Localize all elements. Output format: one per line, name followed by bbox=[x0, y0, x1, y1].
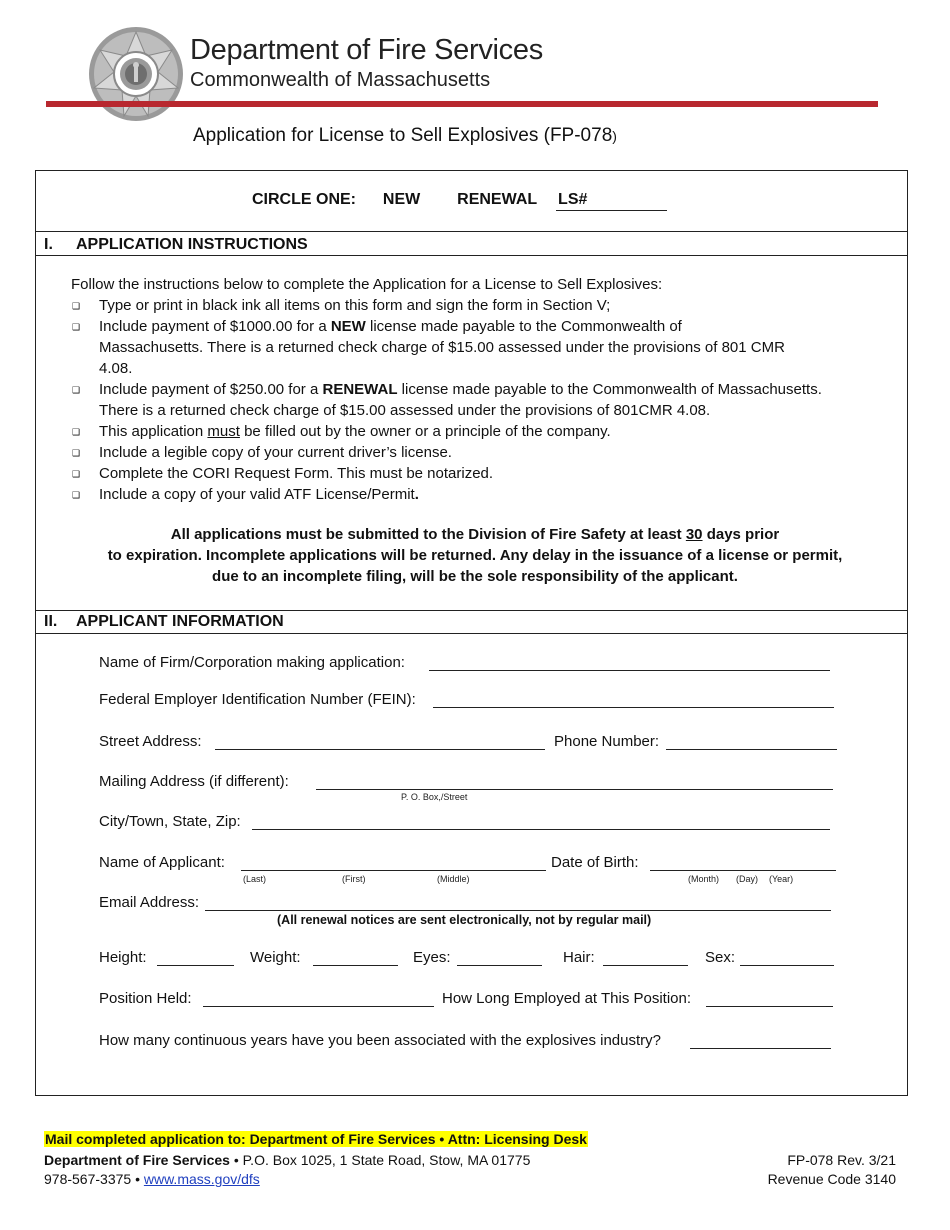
revenue-code: Revenue Code 3140 bbox=[767, 1171, 896, 1187]
divider bbox=[35, 610, 908, 611]
mailing-label: Mailing Address (if different): bbox=[99, 773, 289, 790]
instruction-3-line2: There is a returned check charge of $15.00 assessed under the provisions of 801CMR 4.08. bbox=[99, 402, 711, 419]
street-field[interactable] bbox=[215, 749, 545, 750]
header-red-rule bbox=[46, 101, 878, 107]
form-revision: FP-078 Rev. 3/21 bbox=[787, 1152, 896, 1168]
city-field[interactable] bbox=[252, 829, 830, 830]
dob-field[interactable] bbox=[650, 870, 836, 871]
dfs-website-link[interactable]: www.mass.gov/dfs bbox=[143, 1171, 260, 1187]
option-new[interactable]: NEW bbox=[382, 191, 421, 208]
instruction-6: Complete the CORI Request Form. This must be notarized. bbox=[99, 465, 494, 482]
eyes-field[interactable] bbox=[457, 965, 542, 966]
checkbox-bullet-icon: ❑ bbox=[72, 322, 81, 332]
submission-note-line2: to expiration. Incomplete applications will be returned. Any delay in the issuance of a license or permit, bbox=[107, 547, 843, 564]
how-long-label: How Long Employed at This Position: bbox=[442, 990, 692, 1007]
years-field[interactable] bbox=[690, 1048, 831, 1049]
first-caption: (First) bbox=[342, 874, 366, 884]
hair-field[interactable] bbox=[603, 965, 688, 966]
position-field[interactable] bbox=[203, 1006, 434, 1007]
submission-note-line3: due to an incomplete filing, will be the sole responsibility of the applicant. bbox=[212, 568, 738, 585]
divider bbox=[35, 255, 908, 256]
instructions-intro: Follow the instructions below to complete the Application for a License to Sell Explosives: bbox=[71, 276, 663, 293]
divider bbox=[35, 633, 908, 634]
dob-label: Date of Birth: bbox=[551, 854, 639, 871]
ls-number-label: LS# bbox=[558, 191, 588, 208]
dfs-seal-logo bbox=[88, 26, 184, 122]
commonwealth-name: Commonwealth of Massachusetts bbox=[190, 69, 491, 91]
firm-label: Name of Firm/Corporation making application: bbox=[99, 654, 405, 671]
year-caption: (Year) bbox=[769, 874, 794, 884]
form-title: Application for License to Sell Explosives (FP-078) bbox=[193, 125, 617, 146]
height-field[interactable] bbox=[157, 965, 234, 966]
email-field[interactable] bbox=[205, 910, 831, 911]
firm-field[interactable] bbox=[429, 670, 830, 671]
position-label: Position Held: bbox=[99, 990, 192, 1007]
checkbox-bullet-icon: ❑ bbox=[72, 490, 81, 500]
sex-field[interactable] bbox=[740, 965, 834, 966]
weight-field[interactable] bbox=[313, 965, 398, 966]
ls-number-field[interactable] bbox=[556, 210, 667, 211]
street-label: Street Address: bbox=[99, 733, 202, 750]
hair-label: Hair: bbox=[563, 949, 595, 966]
checkbox-bullet-icon: ❑ bbox=[72, 301, 81, 311]
checkbox-bullet-icon: ❑ bbox=[72, 448, 81, 458]
instruction-2-line3: 4.08. bbox=[99, 360, 133, 377]
month-caption: (Month) bbox=[688, 874, 720, 884]
phone-label: Phone Number: bbox=[554, 733, 660, 750]
fein-field[interactable] bbox=[433, 707, 834, 708]
height-label: Height: bbox=[99, 949, 147, 966]
po-box-caption: P. O. Box,/Street bbox=[401, 792, 468, 802]
last-caption: (Last) bbox=[243, 874, 267, 884]
eyes-label: Eyes: bbox=[413, 949, 451, 966]
department-name: Department of Fire Services bbox=[190, 34, 543, 66]
phone-field[interactable] bbox=[666, 749, 837, 750]
footer-address: Department of Fire Services • P.O. Box 1025, 1 State Road, Stow, MA 01775 bbox=[44, 1152, 531, 1168]
years-label: How many continuous years have you been associated with the explosives industry? bbox=[99, 1032, 661, 1049]
email-note: (All renewal notices are sent electronically, not by regular mail) bbox=[277, 913, 652, 927]
checkbox-bullet-icon: ❑ bbox=[72, 469, 81, 479]
footer-contact: 978-567-3375 • www.mass.gov/dfs bbox=[44, 1171, 260, 1187]
circle-one-label: CIRCLE ONE: bbox=[252, 191, 356, 208]
section-2-header: II. APPLICANT INFORMATION bbox=[44, 613, 284, 630]
checkbox-bullet-icon: ❑ bbox=[72, 427, 81, 437]
applicant-label: Name of Applicant: bbox=[99, 854, 225, 871]
section-1-header: I. APPLICATION INSTRUCTIONS bbox=[44, 236, 308, 253]
submission-note-line1: All applications must be submitted to the Division of Fire Safety at least 30 days prior bbox=[170, 526, 780, 543]
submission-note bbox=[60, 524, 890, 587]
instruction-2-line2: Massachusetts. There is a returned check charge of $15.00 assessed under the provisions of 801 CMR bbox=[99, 339, 785, 356]
instruction-7: Include a copy of your valid ATF License/Permit. bbox=[99, 486, 419, 503]
mail-instruction: Mail completed application to: Department of Fire Services • Attn: Licensing Desk bbox=[45, 1131, 587, 1147]
mailing-field[interactable] bbox=[316, 789, 833, 790]
option-renewal[interactable]: RENEWAL bbox=[457, 191, 538, 208]
how-long-field[interactable] bbox=[706, 1006, 833, 1007]
day-caption: (Day) bbox=[736, 874, 758, 884]
city-label: City/Town, State, Zip: bbox=[99, 813, 241, 830]
weight-label: Weight: bbox=[250, 949, 301, 966]
instruction-4: This application must be filled out by the owner or a principle of the company. bbox=[99, 423, 611, 440]
instruction-1: Type or print in black ink all items on this form and sign the form in Section V; bbox=[99, 297, 611, 314]
circle-one-row bbox=[252, 191, 587, 209]
instruction-3: Include payment of $250.00 for a RENEWAL license made payable to the Commonwealth of Massachusetts. bbox=[99, 381, 822, 398]
middle-caption: (Middle) bbox=[437, 874, 470, 884]
divider bbox=[35, 231, 908, 232]
applicant-field[interactable] bbox=[241, 870, 546, 871]
fein-label: Federal Employer Identification Number (FEIN): bbox=[99, 691, 416, 708]
email-label: Email Address: bbox=[99, 894, 200, 911]
instruction-5: Include a legible copy of your current driver’s license. bbox=[99, 444, 452, 461]
instruction-2: Include payment of $1000.00 for a NEW license made payable to the Commonwealth of bbox=[99, 318, 682, 335]
sex-label: Sex: bbox=[705, 949, 736, 966]
checkbox-bullet-icon: ❑ bbox=[72, 385, 81, 395]
